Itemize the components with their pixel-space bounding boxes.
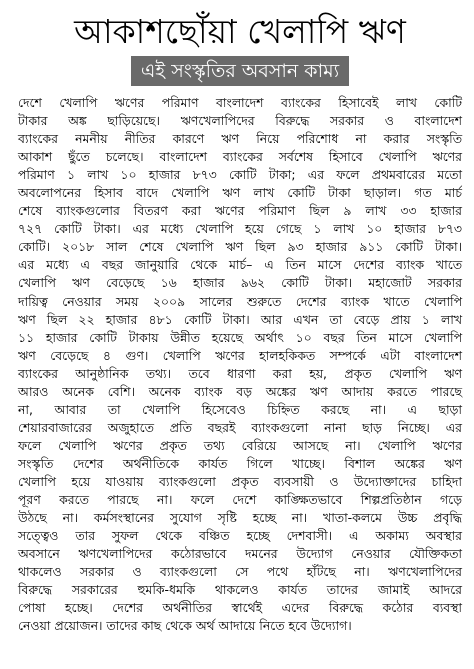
article-body xyxy=(18,94,462,635)
body-line: ঋণ বেড়েছে ৪ গুণ। খেলাপি ঋণের হালহকিকত সম্পর্কে এটা বাংলাদেশ xyxy=(18,347,462,363)
body-line: পরিমাণ ১ লাখ ১০ হাজার ৮৭৩ কোটি টাকা; এর ফলে প্রথমবারের মতো xyxy=(18,167,462,183)
body-line: শেয়ারবাজারের অজুহাতে প্রতি বছরই ব্যাংকগুলো নানা ছাড় নিচ্ছে। এর xyxy=(18,419,462,435)
body-line: না, আবার তা খেলাপি হিসেবেও চিহ্নিত করছে না। এ ছাড়া xyxy=(18,401,462,417)
body-line: ব্যাংকের আনুষ্ঠানিক তথ্য। তবে ধারণা করা হয়, প্রকৃত খেলাপি ঋণ xyxy=(18,365,462,381)
body-line: কোটি। ২০১৮ সাল শেষে খেলাপি ঋণ ছিল ৯৩ হাজার ৯১১ কোটি টাকা। xyxy=(18,239,462,255)
body-line: নেওয়া প্রয়োজন। তাদের কাছ থেকে অর্থ আদায়ে নিতে হবে উদ্যোগ। xyxy=(18,618,352,634)
body-line: এর মধ্যে এ বছর জানুয়ারি থেকে মার্চ– এ তিন মাসে দেশের ব্যাংক খাতে xyxy=(18,257,462,273)
body-line: উঠছে না। কর্মসংস্থানের সুযোগ সৃষ্টি হচ্ছে না। খাতা-কলমে উচ্চ প্রবৃদ্ধি xyxy=(18,510,462,526)
body-line: দেশে খেলাপি ঋণের পরিমাণ বাংলাদেশ ব্যাংকের হিসাবেই লাখ কোটি xyxy=(18,95,462,110)
body-line: বিরুদ্ধে সরকারের হুমকি-ধমকি থাকলেও কার্যত তাদের জামাই আদরে xyxy=(18,582,462,598)
headline: আকাশছোঁয়া খেলাপি ঋণ xyxy=(74,12,406,51)
body-line: ব্যাংকের নমনীয় নীতির কারণে ঋণ নিয়ে পরিশোধ না করার সংস্কৃতি xyxy=(18,131,462,147)
body-line: অবসানে ঋণখেলাপিদের কঠোরভাবে দমনের উদ্যোগ নেওয়ার যৌক্তিকতা xyxy=(18,546,462,562)
body-line: ঋণ ছিল ২২ হাজার ৪৮১ কোটি টাকা। আর এখন তা বেড়ে প্রায় ১ লাখ xyxy=(18,311,462,327)
body-line: শেষে ব্যাংকগুলোর বিতরণ করা ঋণের পরিমাণ ছিল ৯ লাখ ৩৩ হাজার xyxy=(18,203,462,219)
body-line: পূরণ করতে পারছে না। ফলে দেশে কাঙ্ক্ষিতভাবে শিল্পপ্রতিষ্ঠান গড়ে xyxy=(18,492,462,508)
body-line: আকাশ ছুঁতে চলেছে। বাংলাদেশ ব্যাংকের সর্বশেষ হিসাবে খেলাপি ঋণের xyxy=(18,149,462,165)
subheadline-banner xyxy=(18,56,462,86)
body-line: সংস্কৃতি দেশের অর্থনীতিকে কার্যত গিলে খাচ্ছে। বিশাল অঙ্কের ঋণ xyxy=(18,455,462,471)
body-line: থাকলেও সরকার ও ব্যাংকগুলো সে পথে হাঁটছে না। ঋণখেলাপিদের xyxy=(18,564,462,580)
body-line: ১১ হাজার কোটি টাকায় উন্নীত হয়েছে অর্থাৎ ১০ বছর তিন মাসে খেলাপি xyxy=(18,329,462,345)
body-line: খেলাপি হয়ে যাওয়ায় ব্যাংকগুলো প্রকৃত ব্যবসায়ী ও উদ্যোক্তাদের চাহিদা xyxy=(18,473,462,489)
body-line: পোষা হচ্ছে। দেশের অর্থনীতির স্বার্থেই এদের বিরুদ্ধে কঠোর ব্যবস্থা xyxy=(18,600,462,616)
body-line: খেলাপি ঋণ বেড়েছে ১৬ হাজার ৯৬২ কোটি টাকা। মহাজোট সরকার xyxy=(18,275,462,291)
body-line: দায়িত্ব নেওয়ার সময় ২০০৯ সালের শুরুতে দেশের ব্যাংক খাতে খেলাপি xyxy=(18,293,462,309)
body-line: টাকার অঙ্ক ছাড়িয়েছে। ঋণখেলাপিদের বিরুদ্ধে সরকার ও বাংলাদেশ xyxy=(18,113,462,129)
body-line: সত্ত্বেও তার সুফল থেকে বঞ্চিত হচ্ছে দেশবাসী। এ অকাম্য অবস্থার xyxy=(18,528,462,544)
body-line: আরও অনেক বেশি। অনেক ব্যাংক বড় অঙ্কের ঋণ আদায় করতে পারছে xyxy=(18,383,462,399)
subheadline: এই সংস্কৃতির অবসান কাম্য xyxy=(131,56,349,86)
body-line: ৭২৭ কোটি টাকা। এর মধ্যে খেলাপি হয়ে গেছে ১ লাখ ১০ হাজার ৮৭৩ xyxy=(18,221,462,237)
body-line: ফলে খেলাপি ঋণের প্রকৃত তথ্য বেরিয়ে আসছে না। খেলাপি ঋণের xyxy=(18,437,462,453)
body-line: অবলোপনের হিসাব বাদে খেলাপি ঋণ লাখ কোটি টাকা ছাড়াল। গত মার্চ xyxy=(18,185,462,201)
